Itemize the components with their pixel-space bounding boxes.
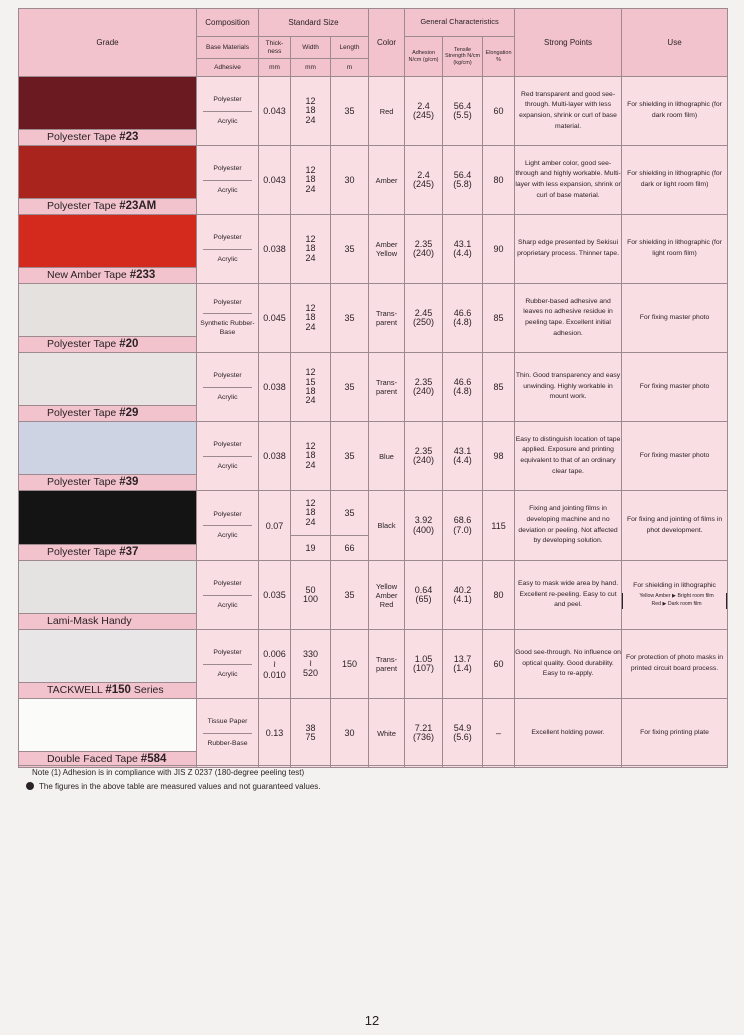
width-cell-extra: 19 [291,536,331,561]
adhesive-type: Acrylic [217,601,238,609]
adhesion-cell: 3.92 (400) [405,491,443,561]
adhesion-cell: 0.64 (65) [405,561,443,630]
tape-swatch [19,422,196,475]
strong-points-cell: Thin. Good transparency and easy unwinding. Highly workable in mount work. [515,353,622,422]
adhesive-type: Acrylic [217,532,238,539]
grade-cell [19,630,197,699]
tape-swatch [19,353,196,406]
tape-swatch [19,146,196,199]
color-cell: Trans-parent [369,284,405,353]
grade-name [19,545,196,560]
color-cell: Trans-parent [369,630,405,699]
tensile-cell: 40.2 (4.1) [443,561,483,630]
adhesion-cell: 7.21 (736) [405,699,443,768]
elongation-cell: 98 [483,422,515,491]
strong-points-cell: Light amber color, good see-through and highly workable. Multi-layer with less expansion, shrink or curl of base material. [515,146,622,215]
header-width: Width [291,37,331,59]
grade-code: #150 [105,684,131,696]
header-grade: Grade [19,9,197,77]
length-cell-extra: 66 [331,536,369,561]
use-text: For fixing master photo [639,451,710,459]
length-cell: 150 [331,630,369,699]
width-cell: 12 18 24 [291,422,331,491]
note-adhesion: Note (1) Adhesion is in compliance with JIS Z 0237 (180-degree peeling test) [18,765,727,780]
table-row [19,491,728,536]
adhesive-type: Acrylic [217,393,238,401]
base-material: Polyester [203,441,252,456]
grade-cell [19,353,197,422]
base-material: Polyester [203,165,252,180]
adhesion-cell: 2.45 (250) [405,284,443,353]
base-material: Polyester [203,372,252,387]
use-option-b-target: Dark room film [667,601,702,608]
tensile-cell: 43.1 (4.4) [443,215,483,284]
header-strong-points: Strong Points [515,9,622,77]
base-material: Polyester [203,96,252,111]
color-cell: Amber Yellow [369,215,405,284]
strong-points-cell: Easy to distinguish location of tape applied. Exposure and printing equivalent to that of an ordinary clear tape. [515,422,622,491]
use-cell [622,353,728,422]
composition-cell [197,284,259,353]
adhesive-type: Acrylic [217,462,238,470]
tensile-cell: 56.4 (5.8) [443,146,483,215]
use-cell [622,699,728,768]
grade-name [19,683,196,698]
color-cell: Amber [369,146,405,215]
thickness-cell: 0.07 [259,491,291,561]
use-option-a-label: Yellow Amber [639,593,671,600]
tape-swatch [19,215,196,268]
adhesive-type: Acrylic [217,186,238,194]
grade-code: #37 [119,546,139,558]
composition-cell [197,77,259,146]
adhesion-cell: 2.35 (240) [405,353,443,422]
grade-name-text: Polyester Tape [47,200,120,212]
base-material: Polyester [203,234,252,249]
color-cell: White [369,699,405,768]
note-figures-text: The figures in the above table are measured values and not guaranteed values. [39,782,321,791]
width-cell: 12 18 24 [291,77,331,146]
use-option-b-label: Red [651,601,661,608]
elongation-cell: – [483,699,515,768]
table-row [19,77,728,146]
elongation-cell: 60 [483,630,515,699]
table-row [19,284,728,353]
tape-swatch [19,699,196,752]
grade-name-text: Double Faced Tape [47,753,141,765]
width-cell: 12 18 24 [291,146,331,215]
tensile-cell: 68.6 (7.0) [443,491,483,561]
thickness-cell: 0.043 [259,146,291,215]
width-cell: 12 18 24 [291,284,331,353]
use-text: For shielding in lithographic [633,581,716,589]
length-cell: 35 [331,284,369,353]
tensile-cell: 46.6 (4.8) [443,353,483,422]
thickness-cell: 0.13 [259,699,291,768]
grade-cell [19,561,197,630]
strong-points-cell: Excellent holding power. [515,699,622,768]
tape-swatch [19,284,196,337]
composition-cell [197,561,259,630]
header-composition: Composition [197,9,259,37]
grade-code: #29 [119,407,139,419]
grade-cell [19,77,197,146]
thickness-cell: 0.045 [259,284,291,353]
tensile-cell: 56.4 (5.5) [443,77,483,146]
use-cell [622,491,728,561]
grade-name-text: Polyester Tape [47,338,120,350]
grade-cell [19,422,197,491]
length-cell: 35 [331,561,369,630]
use-cell [622,146,728,215]
use-option-a: Yellow Amber ▶ Bright room film [639,593,714,600]
header-thickness: Thick-ness [259,37,291,59]
grade-code: #23AM [119,200,157,212]
base-material: Polyester [203,511,252,526]
length-cell: 35 [331,77,369,146]
grade-code: #20 [119,338,139,350]
use-cell [622,77,728,146]
grade-name-text: Polyester Tape [47,546,120,558]
use-cell [622,284,728,353]
use-text: For fixing printing plate [640,728,709,736]
composition-cell [197,699,259,768]
base-material: Polyester [203,299,252,314]
grade-code: #233 [129,269,156,281]
header-standard-size: Standard Size [259,9,369,37]
tensile-cell: 46.6 (4.8) [443,284,483,353]
table-row [19,353,728,422]
color-cell: Trans-parent [369,353,405,422]
width-cell: 12 15 18 24 [291,353,331,422]
thickness-cell: 0.038 [259,215,291,284]
grade-name-text: Lami-Mask Handy [47,615,132,627]
tensile-cell: 13.7 (1.4) [443,630,483,699]
use-text: For shielding in lithographic (for dark room film) [627,101,722,119]
grade-cell [19,215,197,284]
note-figures [18,780,727,794]
color-cell: Blue [369,422,405,491]
grade-code: #23 [119,131,139,143]
use-text: For shielding in lithographic (for light room film) [627,239,722,257]
header-unit-width: mm [291,59,331,77]
strong-points-cell: Red transparent and good see-through. Multi-layer with less expansion, shrink or curl of base material. [515,77,622,146]
color-cell: Yellow Amber Red [369,561,405,630]
composition-cell [197,353,259,422]
elongation-cell: 90 [483,215,515,284]
grade-cell [19,491,197,561]
use-cell [622,215,728,284]
table-row [19,215,728,284]
adhesion-cell: 1.05 (107) [405,630,443,699]
thickness-cell: 0.038 [259,353,291,422]
strong-points-cell: Fixing and jointing films in developing machine and no deviation or peeling. Not affected by developing solution. [515,491,622,561]
grade-name [19,475,196,490]
elongation-cell: 115 [483,491,515,561]
grade-name-text: Polyester Tape [47,407,120,419]
use-text: For fixing and jointing of films in phot development. [626,515,723,534]
adhesive-type: Acrylic [217,670,238,678]
elongation-cell: 80 [483,146,515,215]
grade-name-text: Polyester Tape [47,131,120,143]
elongation-cell: 85 [483,284,515,353]
header-length: Length [331,37,369,59]
length-cell: 30 [331,699,369,768]
base-material: Polyester [203,649,252,664]
header-adhesion: Adhesion N/cm (g/cm) [405,37,443,77]
strong-points-cell: Rubber-based adhesive and leaves no adhesive residue in peeling tape. Excellent initial adhesion. [515,284,622,353]
adhesive-type: Rubber-Base [207,739,248,747]
composition-cell [197,215,259,284]
composition-cell [197,630,259,699]
adhesive-type: Acrylic [217,255,238,263]
header-use: Use [622,9,728,77]
grade-name-text: New Amber Tape [47,269,130,281]
strong-points-cell: Easy to mask wide area by hand. Excellent re-peeling. Easy to cut and peel. [515,561,622,630]
table-row [19,146,728,215]
grade-name-text: Polyester Tape [47,476,120,488]
thickness-cell: 0.038 [259,422,291,491]
grade-name [19,337,196,352]
header-color: Color [369,9,405,77]
grade-code: #584 [140,753,167,765]
length-cell: 30 [331,146,369,215]
strong-points-cell: Sharp edge presented by Sekisui proprietary process. Thinner tape. [515,215,622,284]
grade-name [19,199,196,214]
base-material: Tissue Paper [203,718,252,733]
grade-cell [19,284,197,353]
tape-swatch [19,630,196,683]
grade-name-text: TACKWELL [47,684,106,696]
grade-suffix: Series [130,684,164,696]
base-material: Polyester [203,580,252,595]
header-tensile: Tensile Strength N/cm (kg/cm) [443,37,483,77]
header-base-materials: Base Materials [197,37,259,59]
grade-name [19,268,196,283]
elongation-cell: 60 [483,77,515,146]
tape-swatch [19,77,196,130]
elongation-cell: 80 [483,561,515,630]
table-row [19,422,728,491]
use-cell [622,561,728,630]
use-option-b: Red ▶ Dark room film [651,601,702,608]
adhesive-type: Acrylic [217,117,238,125]
table-row [19,561,728,630]
thickness-cell: 0.006 ≀ 0.010 [259,630,291,699]
use-cell [622,422,728,491]
grade-name [19,406,196,421]
adhesion-cell: 2.35 (240) [405,215,443,284]
composition-cell [197,146,259,215]
adhesion-cell: 2.4 (245) [405,146,443,215]
width-cell: 38 75 [291,699,331,768]
header-unit-length: m [331,59,369,77]
notes [18,765,727,794]
tensile-cell: 54.9 (5.6) [443,699,483,768]
use-cell [622,630,728,699]
header-adhesive: Adhesive [197,59,259,77]
composition-cell [197,422,259,491]
use-text: For protection of photo masks in printed circuit board process. [626,654,724,672]
page-number: 12 [364,1013,380,1028]
use-text: For fixing master photo [639,382,710,390]
grade-name [19,614,196,629]
length-cell: 35 [331,422,369,491]
width-cell: 50 100 [291,561,331,630]
header-unit-thickness: mm [259,59,291,77]
thickness-cell: 0.035 [259,561,291,630]
bullet-icon [26,782,34,790]
grade-cell [19,699,197,768]
elongation-cell: 85 [483,353,515,422]
thickness-cell: 0.043 [259,77,291,146]
header-elongation: Elongation % [483,37,515,77]
strong-points-cell: Good see-through. No influence on optical quality. Good durability. Easy to re-apply. [515,630,622,699]
use-text: For fixing master photo [639,313,710,321]
width-cell: 12 18 24 [291,491,331,536]
adhesion-cell: 2.4 (245) [405,77,443,146]
use-text: For shielding in lithographic (for dark or light room film) [627,170,722,188]
adhesion-cell: 2.35 (240) [405,422,443,491]
length-cell: 35 [331,353,369,422]
tape-swatch [19,491,196,545]
color-cell: Red [369,77,405,146]
table-row [19,699,728,768]
length-cell: 35 [331,215,369,284]
grade-cell [19,146,197,215]
length-cell: 35 [331,491,369,536]
tape-spec-table [18,8,728,768]
width-cell: 330 ≀ 520 [291,630,331,699]
adhesive-type: Synthetic Rubber-Base [200,320,255,336]
table-row [19,630,728,699]
grade-name [19,130,196,145]
grade-code: #39 [119,476,139,488]
use-option-a-target: Bright room film [677,593,714,600]
header-general-characteristics: General Characteristics [405,9,515,37]
color-cell: Black [369,491,405,561]
tape-swatch [19,561,196,614]
tensile-cell: 43.1 (4.4) [443,422,483,491]
width-cell: 12 18 24 [291,215,331,284]
composition-cell [197,491,259,561]
